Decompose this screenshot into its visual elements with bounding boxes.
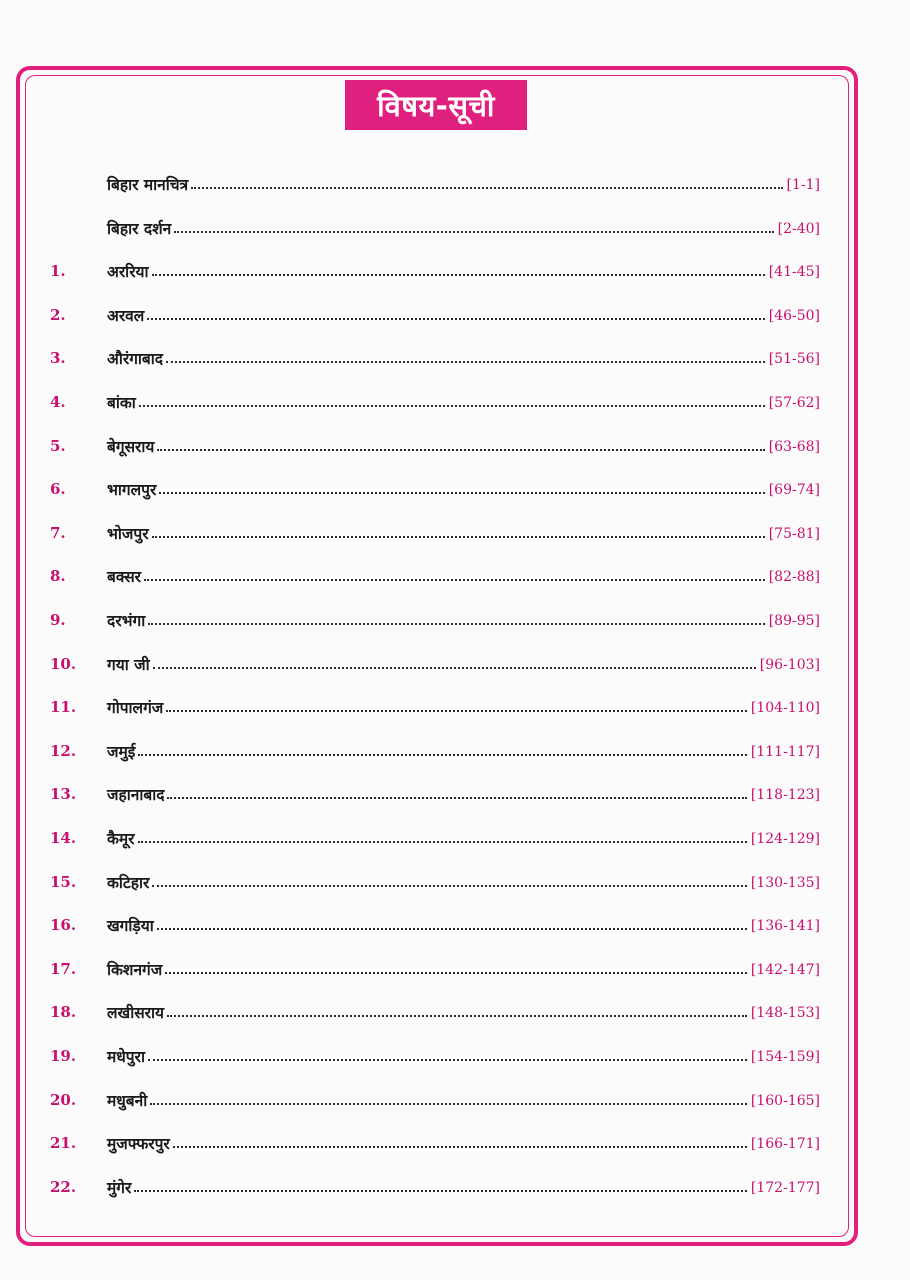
toc-entry-number: 2. xyxy=(50,305,66,324)
toc-entry-pages: [104-110] xyxy=(750,700,820,717)
toc-entry-number xyxy=(50,193,107,195)
toc-entry-number: 15. xyxy=(50,872,77,891)
dot-leader xyxy=(167,1015,747,1017)
toc-entry-number: 8. xyxy=(50,567,66,586)
dot-leader xyxy=(150,1103,747,1105)
toc-entry-pages: [124-129] xyxy=(750,831,820,847)
toc-entry-title: गोपालगंज xyxy=(107,699,164,718)
toc-entry-number: 13. xyxy=(50,785,77,804)
toc-entry-pages: [41-45] xyxy=(768,264,820,281)
toc-entry-title: बिहार दर्शन xyxy=(107,219,172,238)
toc-entry-number: 4. xyxy=(50,393,66,411)
toc-entry-number: 10. xyxy=(50,654,77,673)
toc-entry-pages: [154-159] xyxy=(750,1049,820,1065)
toc-entry-number: 16. xyxy=(50,916,77,935)
toc-entry-pages: [166-171] xyxy=(750,1136,820,1153)
toc-entry[interactable] xyxy=(50,993,820,1023)
toc-entry[interactable] xyxy=(50,863,820,893)
dot-leader xyxy=(173,1146,747,1148)
toc-entry-pages: [1-1] xyxy=(786,177,820,193)
toc-entry-number: 17. xyxy=(50,959,77,978)
toc-entry-title: बांका xyxy=(107,394,136,412)
toc-entry-pages: [63-68] xyxy=(768,438,820,455)
toc-entry-pages: [69-74] xyxy=(768,482,820,499)
toc-entry[interactable] xyxy=(50,1124,820,1154)
toc-entry-title: कैमूर xyxy=(107,830,135,848)
toc-entry-number: 11. xyxy=(50,698,77,717)
toc-entry-number: 18. xyxy=(50,1003,77,1022)
toc-entry[interactable] xyxy=(50,906,820,936)
dot-leader xyxy=(174,231,773,233)
toc-entry[interactable] xyxy=(50,1168,820,1198)
dot-leader xyxy=(152,885,747,887)
toc-entry-title: खगड़िया xyxy=(107,917,154,936)
toc-entry-pages: [89-95] xyxy=(768,613,820,629)
toc-entry-pages: [2-40] xyxy=(777,220,820,237)
toc-entry-title: औरंगाबाद xyxy=(107,350,164,369)
toc-entry-number: 22. xyxy=(50,1177,77,1196)
toc-entry[interactable] xyxy=(50,514,820,544)
toc-entry-number: 7. xyxy=(50,523,66,542)
toc-entry-number: 1. xyxy=(50,262,66,281)
page-title xyxy=(345,80,527,130)
toc-entry-pages: [142-147] xyxy=(750,961,820,978)
toc-entry-pages: [136-141] xyxy=(750,918,820,935)
toc-entry[interactable] xyxy=(50,339,820,369)
toc-entry[interactable] xyxy=(50,165,820,195)
toc-entry-pages: [82-88] xyxy=(768,569,820,586)
dot-leader xyxy=(157,928,747,930)
toc-entry[interactable] xyxy=(50,950,820,980)
toc-entry-title: गया जी xyxy=(107,655,150,674)
toc-entry[interactable] xyxy=(50,775,820,805)
toc-entry-pages: [130-135] xyxy=(750,874,820,891)
toc-entry-title: बेगूसराय xyxy=(107,437,155,456)
toc-entry[interactable] xyxy=(50,645,820,675)
toc-entry[interactable] xyxy=(50,296,820,326)
dot-leader xyxy=(152,536,765,538)
toc-entry-pages: [172-177] xyxy=(750,1179,820,1196)
toc-entry[interactable] xyxy=(50,470,820,500)
toc-entry[interactable] xyxy=(50,209,820,239)
toc-entry-number xyxy=(50,237,107,239)
toc-entry-pages: [96-103] xyxy=(759,656,820,673)
dot-leader xyxy=(144,579,765,581)
toc-entry-number: 6. xyxy=(50,480,66,499)
toc-entry-pages: [51-56] xyxy=(768,351,820,368)
dot-leader xyxy=(157,449,764,451)
toc-entry-number: 9. xyxy=(50,611,66,629)
dot-leader xyxy=(152,274,765,276)
toc-entry-title: मुंगेर xyxy=(107,1178,132,1197)
dot-leader xyxy=(134,1190,747,1192)
dot-leader xyxy=(139,405,765,407)
toc-entry[interactable] xyxy=(50,688,820,718)
toc-entry-title: बक्सर xyxy=(107,568,142,587)
toc-entry-title: मधुबनी xyxy=(107,1091,148,1110)
toc-entry-title: दरभंगा xyxy=(107,612,146,630)
dot-leader xyxy=(159,492,764,494)
toc-entry-title: भोजपुर xyxy=(107,524,149,543)
toc-entry-number: 20. xyxy=(50,1090,77,1109)
toc-entry-title: बिहार मानचित्र xyxy=(107,176,189,194)
toc-entry-number: 21. xyxy=(50,1134,77,1153)
toc-entry-number: 19. xyxy=(50,1047,77,1065)
toc-entry-pages: [111-117] xyxy=(750,743,820,760)
toc-entry[interactable] xyxy=(50,1037,820,1067)
toc-entry-pages: [57-62] xyxy=(768,395,820,411)
dot-leader xyxy=(166,361,765,363)
toc-entry-title: मुजफ्फरपुर xyxy=(107,1135,170,1154)
dot-leader xyxy=(138,841,747,843)
toc-entry-title: किशनगंज xyxy=(107,960,163,979)
toc-entry-number: 12. xyxy=(50,741,77,760)
dot-leader xyxy=(138,754,747,756)
dot-leader xyxy=(148,623,764,625)
toc-entry-title: अररिया xyxy=(107,263,149,282)
toc-entry-pages: [160-165] xyxy=(750,1092,820,1109)
dot-leader xyxy=(165,972,747,974)
toc-entry-title: अरवल xyxy=(107,306,145,325)
toc-entry[interactable] xyxy=(50,601,820,631)
toc-entry[interactable] xyxy=(50,252,820,282)
toc-entry-pages: [118-123] xyxy=(750,787,820,804)
toc-entry-title: भागलपुर xyxy=(107,481,157,500)
toc-entry-pages: [46-50] xyxy=(768,307,820,324)
toc-entry[interactable] xyxy=(50,557,820,587)
toc-entry-number: 5. xyxy=(50,436,66,455)
dot-leader xyxy=(167,797,746,799)
toc-entry-title: कटिहार xyxy=(107,873,150,892)
toc-entry[interactable] xyxy=(50,732,820,762)
toc-entry[interactable] xyxy=(50,1081,820,1111)
toc-entry[interactable] xyxy=(50,383,820,413)
dot-leader xyxy=(153,667,756,669)
dot-leader xyxy=(166,710,747,712)
toc-entry-pages: [75-81] xyxy=(768,525,820,542)
toc-entry-title: जहानाबाद xyxy=(107,786,165,805)
toc-entry[interactable] xyxy=(50,427,820,457)
dot-leader xyxy=(148,1059,747,1061)
page-title-text: विषय-सूची xyxy=(377,88,495,123)
dot-leader xyxy=(147,318,764,320)
toc-entry-pages: [148-153] xyxy=(750,1005,820,1022)
toc-entry-title: जमुई xyxy=(107,742,136,761)
toc-entry-title: लखीसराय xyxy=(107,1004,165,1023)
toc-entry-title: मधेपुरा xyxy=(107,1048,145,1066)
toc-entry-number: 14. xyxy=(50,829,77,847)
toc-entry[interactable] xyxy=(50,819,820,849)
toc-entry-number: 3. xyxy=(50,349,66,368)
dot-leader xyxy=(191,187,782,189)
